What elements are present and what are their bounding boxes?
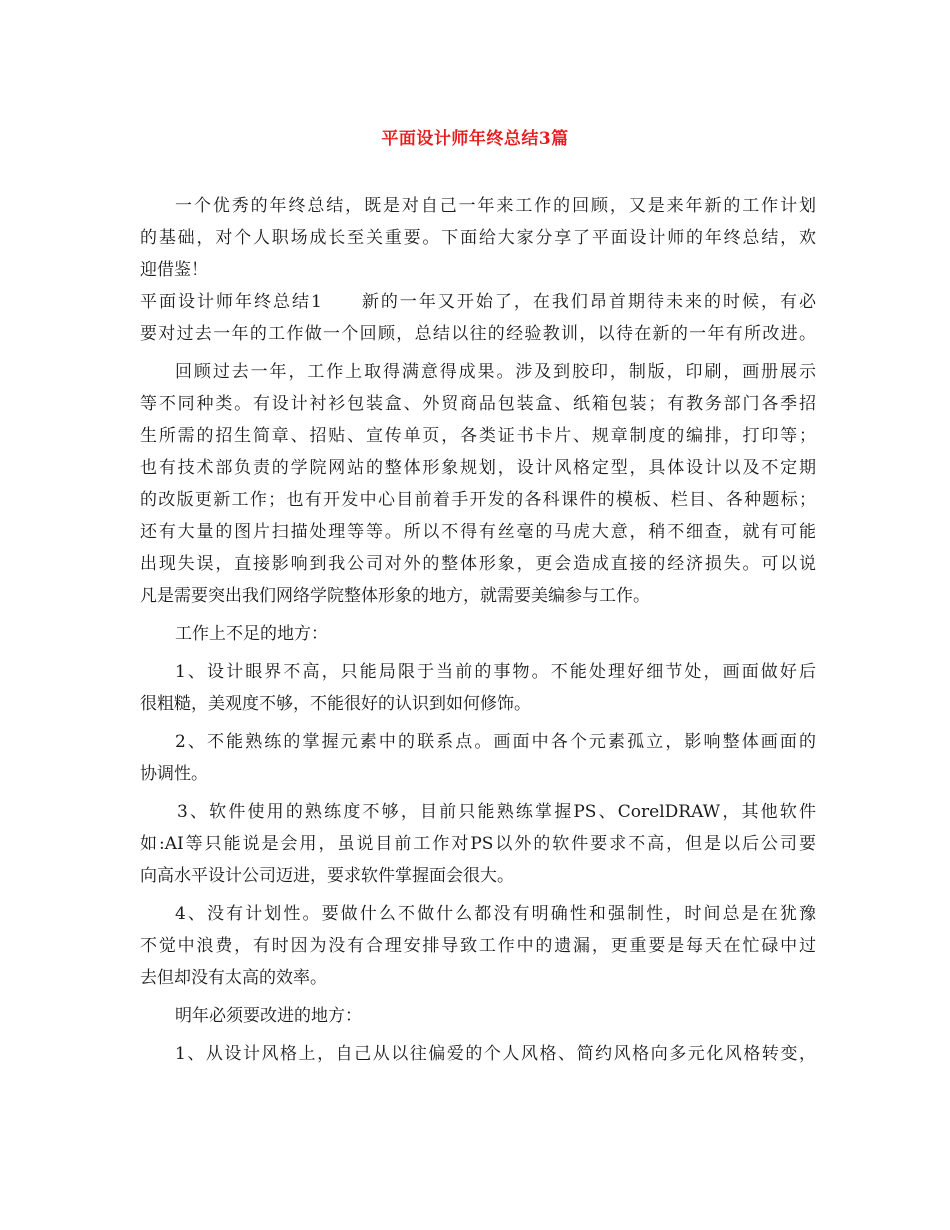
paragraph-line: 凡是需要突出我们网络学院整体形象的地方，就需要美编参与工作。 [140,586,650,606]
paragraph-line: 向高水平设计公司迈进，要求软件掌握面会很大。 [140,866,514,886]
paragraph-line: 协调性。 [140,764,208,784]
paragraph-line: 1、从设计风格上，自己从以往偏爱的个人风格、简约风格向多元化风格转变， [175,1044,816,1064]
paragraph-line: 3、软件使用的熟练度不够，目前只能熟练掌握PS、CorelDRAW，其他软件 [177,802,816,822]
paragraph-line: 回顾过去一年，工作上取得满意得成果。涉及到胶印，制版，印刷，画册展示 [175,362,816,382]
paragraph-line: 1、设计眼界不高，只能局限于当前的事物。不能处理好细节处，画面做好后 [175,662,816,682]
paragraph-line: 的基础，对个人职场成长至关重要。下面给大家分享了平面设计师的年终总结，欢 [140,228,816,248]
paragraph-line: 等不同种类。有设计衬衫包装盒、外贸商品包装盒、纸箱包装；有教务部门各季招 [140,394,816,414]
paragraph-line: 不觉中浪费，有时因为没有合理安排导致工作中的遗漏，更重要是每天在忙碌中过 [140,936,816,956]
paragraph-line: 迎借鉴！ [140,260,208,280]
paragraph-line: 要对过去一年的工作做一个回顾，总结以往的经验教训，以待在新的一年有所改进。 [140,324,816,344]
paragraph-line: 生所需的招生简章、招贴、宣传单页，各类证书卡片、规章制度的编排，打印等； [140,426,816,446]
document-body [140,190,816,1070]
paragraph-line: 很粗糙，美观度不够，不能很好的认识到如何修饰。 [140,694,531,714]
paragraph-line: 2、不能熟练的掌握元素中的联系点。画面中各个元素孤立，影响整体画面的 [175,732,816,752]
paragraph-line: 也有技术部负责的学院网站的整体形象规划，设计风格定型，具体设计以及不定期 [140,458,816,478]
paragraph-line: 平面设计师年终总结1 新的一年又开始了，在我们昂首期待未来的时候，有必 [140,292,816,312]
paragraph-line: 如:AI等只能说是会用，虽说目前工作对PS以外的软件要求不高，但是以后公司要 [140,834,816,854]
paragraph-line: 出现失误，直接影响到我公司对外的整体形象，更会造成直接的经济损失。可以说 [140,554,816,574]
paragraph-line: 去但却没有太高的效率。 [140,968,327,988]
paragraph-line: 还有大量的图片扫描处理等等。所以不得有丝毫的马虎大意，稍不细查，就有可能 [140,522,816,542]
paragraph-line: 4、没有计划性。要做什么不做什么都没有明确性和强制性，时间总是在犹豫 [175,904,816,924]
paragraph-line: 的改版更新工作；也有开发中心目前着手开发的各科课件的模板、栏目、各种题标； [140,490,816,510]
document-title: 平面设计师年终总结3篇 [381,129,569,149]
section-heading: 工作上不足的地方： [175,624,328,644]
section-heading: 明年必须要改进的地方： [175,1006,362,1026]
paragraph-line: 一个优秀的年终总结，既是对自己一年来工作的回顾，又是来年新的工作计划 [175,196,816,216]
